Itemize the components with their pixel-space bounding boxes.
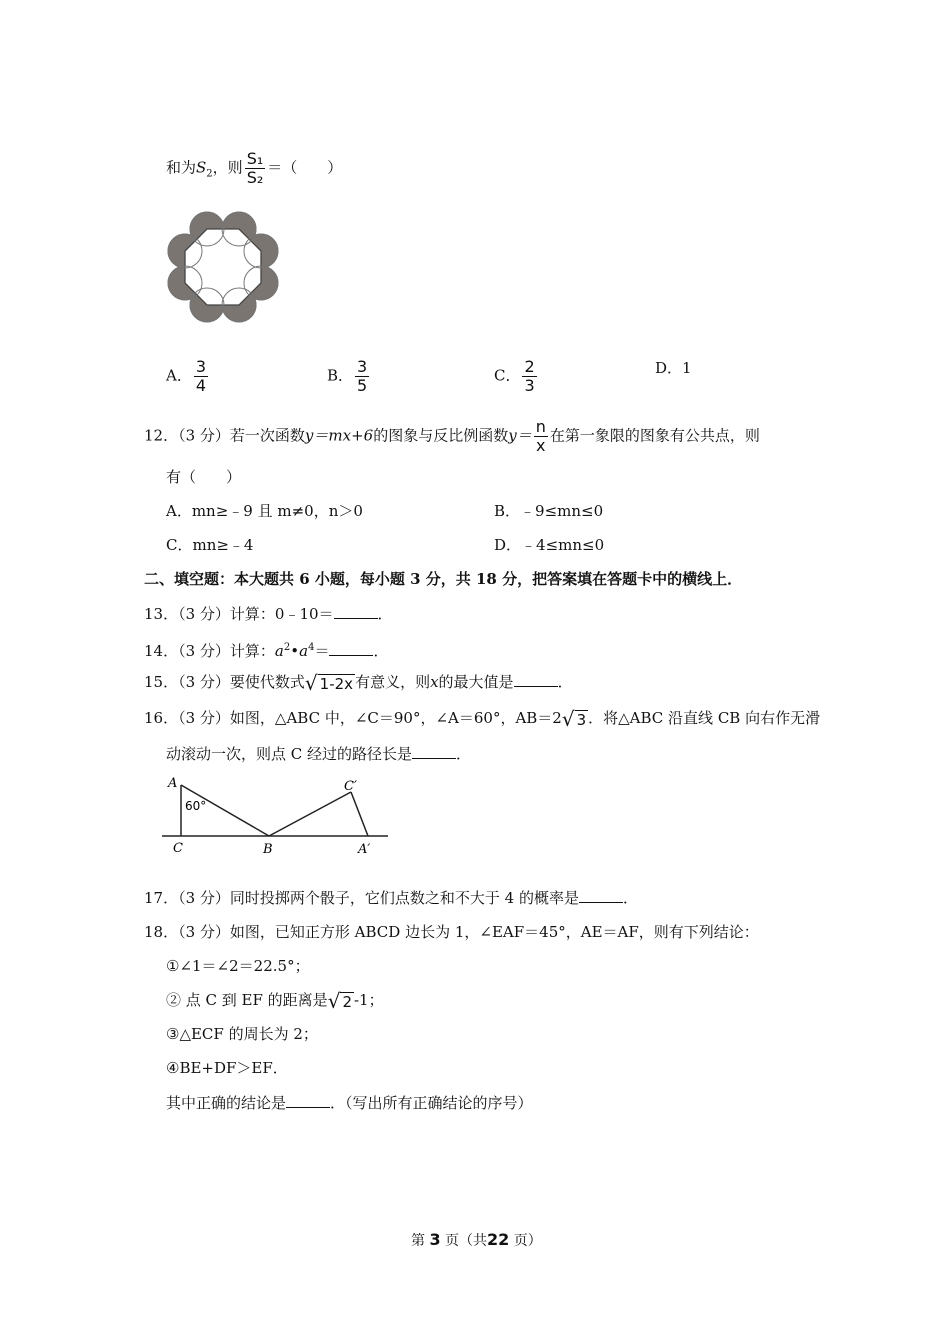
page-total: 22 [487,1230,510,1249]
question-score: （3 分） [178,709,230,727]
question-number: 12． [144,426,179,445]
q11-option-c [494,358,539,395]
q18-text: ② 点 C 到 EF 的距离是 [166,991,328,1009]
label-c-prime: C′ [344,779,357,794]
q12-fraction [534,418,548,455]
q13-text: 计算：0﹣10＝ [229,605,334,623]
radicand: 3 [576,711,587,729]
q18-text: ．（写出所有正确结论的序号） [330,1094,533,1112]
q16-triangle-figure [160,772,392,858]
q12-option-c: C．mn≥﹣4 [166,536,254,554]
question-score: （3 分） [178,426,230,445]
q18-conclusion-1: ①∠1＝∠2＝22.5°； [166,957,310,975]
frac-den: 4 [195,376,207,395]
q14-equals: ＝ [314,642,330,660]
label-a: A [168,776,178,791]
frac-num: 3 [357,357,368,376]
answer-blank[interactable] [579,888,623,903]
footer-text: 页（共 [445,1233,488,1249]
question-number: 15． [144,673,179,691]
frac-num: n [535,417,546,436]
q15-text: 的最大值是 [438,673,514,691]
option-value: 1 [682,359,692,377]
option-letter: A． [166,366,192,385]
q12-answer-bracket: 有（ ） [166,468,242,486]
q11-fraction [245,150,266,187]
q15-text: 有意义，则 [355,673,431,691]
q11-stem-line [166,150,342,187]
label-b: B [263,842,273,857]
q16-text: ．将△ABC 沿直线 CB 向右作无滑 [588,709,821,727]
option-fraction [355,358,369,395]
question-number: 16． [144,709,179,727]
q16-sqrt: √ 3 [561,707,587,731]
q12-text: 在第一象限的图象有公共点，则 [549,426,760,445]
option-fraction [522,358,536,395]
q14-exponent: 2 [283,642,291,653]
q15-sqrt: √ 1-2x [304,671,354,695]
side-c-prime-a-prime [351,792,368,836]
frac-den: S₂ [246,168,264,187]
q16-line2 [166,744,471,764]
question-number: 18． [144,923,179,941]
q18-sqrt: √ 2 [327,989,352,1013]
footer-text: 第 [411,1233,425,1249]
answer-blank[interactable] [329,641,373,656]
footer-text: 页） [513,1233,542,1249]
q18-final [166,1093,533,1113]
q14-exponent: 4 [308,642,315,653]
question-number: 14． [144,642,179,660]
q13 [144,604,393,624]
q12-text: 若一次函数 [229,426,305,445]
q18-conclusion-4: ④BE+DF＞EF． [166,1059,288,1077]
frac-den: x [536,436,546,455]
q11-text: ，则 [212,158,243,177]
option-letter: B． [327,366,354,385]
q17-text: 同时投掷两个骰子，它们点数之和不大于 4 的概率是 [229,889,579,907]
q14-end: ． [373,642,389,660]
q12-equation: y＝mx+6 [304,426,374,445]
q18-conclusion-3: ③△ECF 的周长为 2； [166,1025,318,1043]
q18-text: 其中正确的结论是 [166,1094,287,1112]
q18-stem [144,922,759,942]
frac-num: S₁ [246,149,264,168]
question-score: （3 分） [178,923,230,941]
q14-text: 计算： [229,642,275,660]
q11-option-a [166,358,210,395]
label-angle: 60° [185,799,207,813]
answer-blank[interactable] [286,1093,330,1108]
section-heading: 二、填空题：本大题共 6 小题，每小题 3 分，共 18 分，把答案填在答题卡中的横线上． [144,570,743,588]
q11-option-d [655,358,692,378]
page-footer [411,1230,542,1251]
q16-end: ． [456,745,472,763]
q16-text: 动滚动一次，则点 C 经过的路径长是 [166,745,413,763]
question-score: （3 分） [178,673,230,691]
q12-equation: y＝ [508,426,532,445]
option-fraction [194,358,208,395]
q15 [144,672,573,693]
q18-text: 如图，已知正方形 ABCD 边长为 1，∠EAF＝45°，AE＝AF，则有下列结论： [229,923,759,941]
q16-text: 如图，△ABC 中，∠C＝90°，∠A＝60°，AB＝2 [229,709,562,727]
octagon [185,229,261,305]
q14-base: a [274,642,284,660]
q16-line1 [144,708,820,729]
answer-blank[interactable] [514,672,558,687]
q12-option-a: A．mn≥﹣9 且 m≠0，n＞0 [166,502,363,520]
q18-text: -1； [353,991,384,1009]
page-number: 3 [429,1230,441,1249]
label-a-prime: A′ [358,842,371,857]
frac-den: 5 [357,376,368,395]
q17-end: ． [623,889,639,907]
answer-blank[interactable] [412,744,456,759]
q13-end: ． [377,605,393,623]
q12-stem [144,418,760,455]
option-letter: C． [494,366,521,385]
radicand: 2 [342,993,352,1011]
q11-text: 和为 [166,158,197,177]
q11-s2: S [196,158,207,177]
answer-blank[interactable] [334,604,378,619]
frac-num: 3 [195,357,207,376]
q18-conclusion-2 [166,990,384,1011]
side-bc-prime [269,792,351,836]
q11-answer-bracket: ＝（ ） [267,158,343,177]
q12-option-d: D．﹣4≤mn≤0 [494,536,605,554]
q15-end: ． [557,673,573,691]
q11-circles-figure [162,208,284,328]
question-score: （3 分） [178,642,230,660]
q17 [144,888,638,908]
option-letter: D． [655,359,683,377]
q12-option-b: B．﹣9≤mn≤0 [494,502,604,520]
q11-s2-sub: 2 [206,168,213,180]
frac-num: 2 [524,357,535,376]
frac-den: 3 [524,376,535,395]
question-score: （3 分） [178,889,230,907]
question-number: 17． [144,889,179,907]
question-score: （3 分） [178,605,230,623]
q14 [144,638,388,661]
q14-dot: • [290,642,300,660]
question-number: 13． [144,605,179,623]
q15-text: 要使代数式 [229,673,305,691]
label-c: C [173,841,183,856]
q14-base: a [299,642,309,660]
q12-text: 的图象与反比例函数 [373,426,509,445]
q11-option-b [327,358,371,395]
radicand: 1-2x [319,675,354,693]
q15-variable: x [430,673,439,691]
